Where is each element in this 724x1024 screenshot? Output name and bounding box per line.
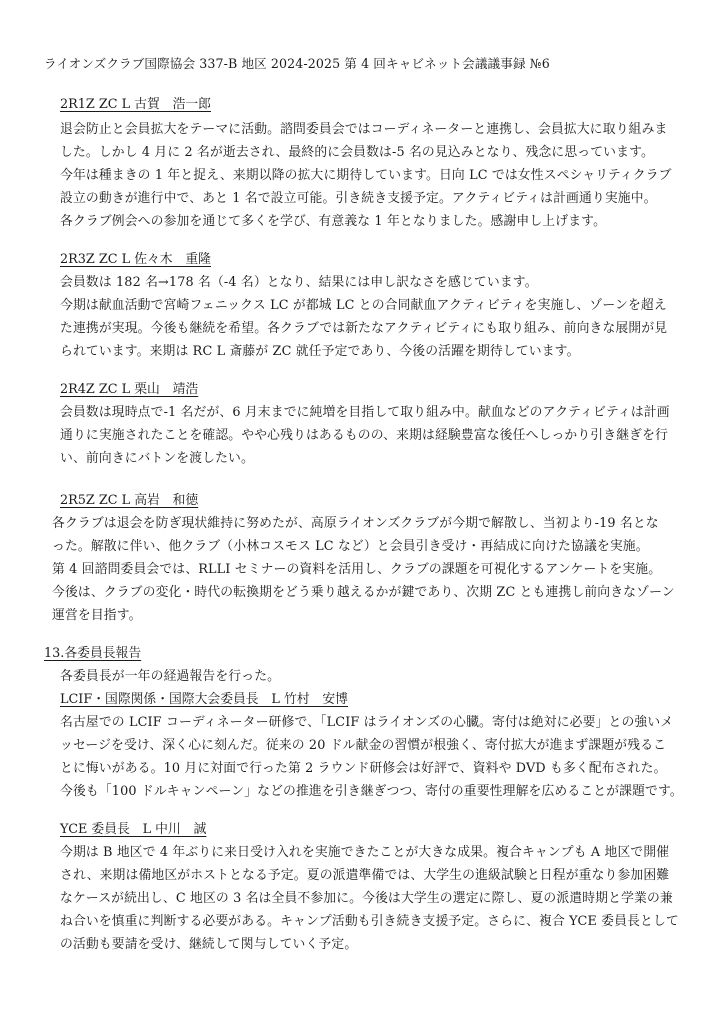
- paragraph-line: 今期は献血活動で宮崎フェニックス LC が都城 LC との合同献血アクティビティを実施し、ゾーンを超え: [60, 298, 667, 313]
- paragraph-line: 名古屋での LCIF コーディネーター研修で、「LCIF はライオンズの心臓。寄付は絶対に必要」との強いメ: [60, 715, 674, 730]
- paragraph-line: とに悔いがある。10 月に対面で行った第 2 ラウンド研修会は好評で、資料や DVD も多く配布された。: [60, 761, 667, 776]
- paragraph-line: 今後は、クラブの変化・時代の転換期をどう乗り越えるかが鍵であり、次期 ZC とも連携し前向きなゾーン: [52, 585, 675, 600]
- paragraph-line: った。解散に伴い、他クラブ（小林コスモス LC など）と会員引き受け・再結成に向けた協議を実施。: [52, 539, 649, 554]
- paragraph-line: 第 4 回諮問委員会では、RLLI セミナーの資料を活用し、クラブの課題を可視化するアンケートを実施。: [52, 562, 662, 577]
- paragraph-line: 今期は B 地区で 4 年ぶりに来日受け入れを実施できたことが大きな成果。複合キャンプも A 地区で開催: [60, 845, 670, 860]
- committee-heading: LCIF・国際関係・国際大会委員長 L 竹村 安博: [60, 692, 348, 707]
- section-title: 13.各委員長報告: [44, 646, 142, 661]
- document-title: ライオンズクラブ国際協会 337-B 地区 2024-2025 第 4 回キャビネット会議議事録 №6: [44, 56, 550, 71]
- zone-report-heading: 2R3Z ZC L 佐々木 重隆: [60, 252, 211, 267]
- paragraph-line: なケースが続出し、C 地区の 3 名は全員不参加に。今後は大学生の選定に際し、夏の派遣時期と学業の兼: [60, 891, 673, 906]
- committee-heading: YCE 委員長 L 中川 誠: [60, 822, 207, 837]
- paragraph-line: い、前向きにバトンを渡したい。: [60, 451, 254, 466]
- paragraph-line: 通りに実施されたことを確認。やや心残りはあるものの、来期は経験豊富な後任へしっかり引き継ぎを行: [60, 428, 668, 443]
- paragraph-line: 今年は種まきの 1 年と捉え、来期以降の拡大に期待しています。日向 LC では女性スペシャリティクラブ: [60, 168, 672, 183]
- paragraph-line: され、来期は備地区がホストとなる予定。夏の派遣準備では、大学生の進級試験と日程が重なり参加困難: [60, 868, 670, 883]
- paragraph-line: の活動も要請を受け、継続して関与していく予定。: [60, 937, 358, 952]
- paragraph-line: した。しかし 4 月に 2 名が逝去され、最終的に会員数は-5 名の見込みとなり、残念に思っています。: [60, 145, 654, 160]
- paragraph-line: ッセージを受け、深く心に刻んだ。従来の 20 ドル献金の習慣が根強く、寄付拡大が進まず課題が残るこ: [60, 738, 667, 753]
- paragraph-line: 各クラブは退会を防ぎ現状維持に努めたが、高原ライオンズクラブが今期で解散し、当初より-19 名とな: [52, 516, 659, 531]
- zone-report-heading: 2R4Z ZC L 栗山 靖浩: [60, 382, 199, 397]
- paragraph-line: ね合いを慎重に判断する必要がある。キャンプ活動も引き続き支援予定。さらに、複合 YCE 委員長として: [60, 914, 679, 929]
- paragraph-line: た連携が実現。今後も継続を希望。各クラブでは新たなアクティビティにも取り組み、前向きな展開が見: [60, 321, 668, 336]
- paragraph-line: 退会防止と会員拡大をテーマに活動。諮問委員会ではコーディネーターと連携し、会員拡大に取り組みま: [60, 122, 668, 137]
- paragraph-line: 今後も「100 ドルキャンペーン」などの推進を引き継ぎつつ、寄付の重要性理解を広めることが課題です。: [60, 784, 683, 799]
- paragraph-line: 設立の動きが進行中で、あと 1 名で設立可能。引き続き支援予定。アクティビティは計画通り実施中。: [60, 191, 657, 206]
- zone-report-heading: 2R1Z ZC L 古賀 浩一郎: [60, 97, 211, 112]
- paragraph-line: 会員数は現時点で-1 名だが、6 月末までに純増を目指して取り組み中。献血などのアクティビティは計画: [60, 405, 670, 420]
- paragraph-line: 運営を目指す。: [52, 608, 142, 623]
- zone-report-heading: 2R5Z ZC L 高岩 和徳: [60, 493, 199, 508]
- section-intro: 各委員長が一年の経過報告を行った。: [60, 669, 281, 684]
- paragraph-line: 会員数は 182 名→178 名（-4 名）となり、結果には申し訳なさを感じています。: [60, 275, 538, 290]
- paragraph-line: 各クラブ例会への参加を通じて多くを学び、有意義な 1 年となりました。感謝申し上げます。: [60, 214, 607, 229]
- paragraph-line: られています。来期は RC L 斎藤が ZC 就任予定であり、今後の活躍を期待しています。: [60, 344, 580, 359]
